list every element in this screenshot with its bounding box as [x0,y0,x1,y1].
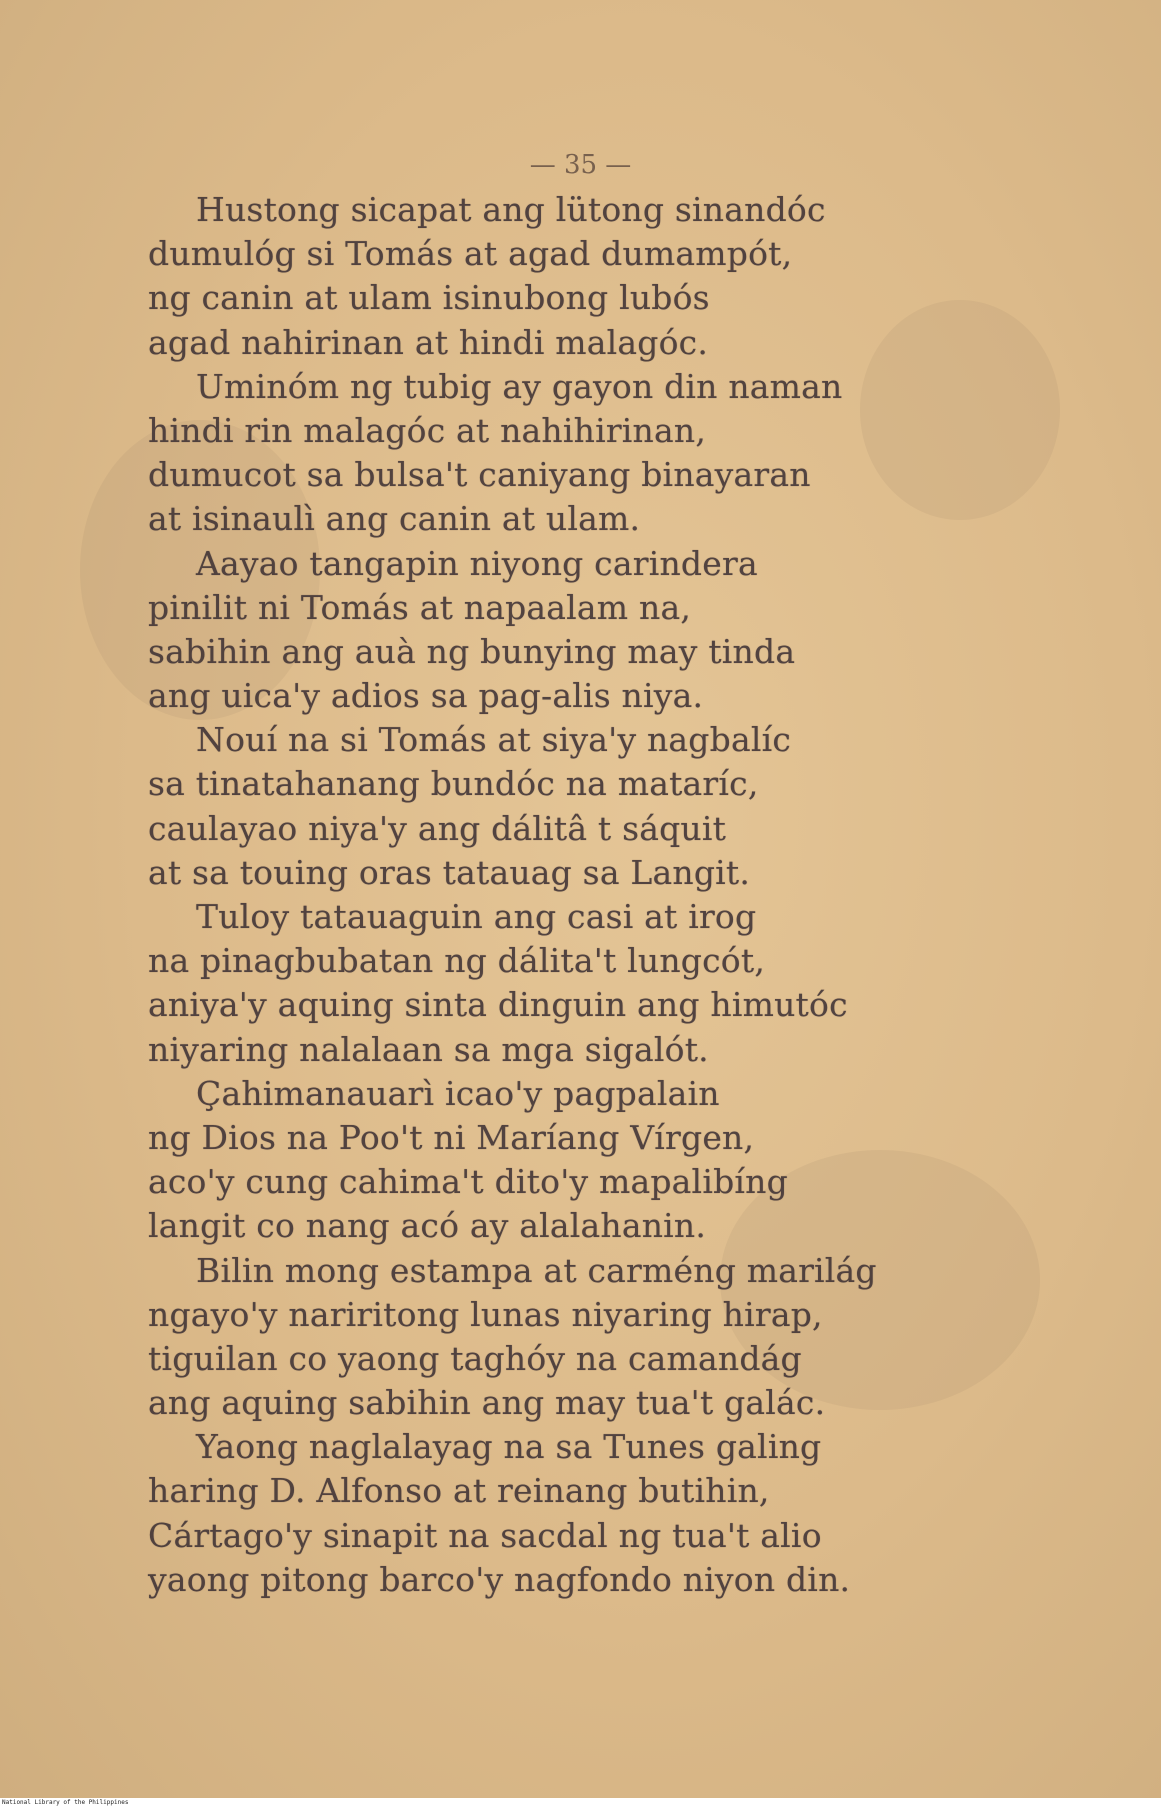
verse-line: Tuloy tatauaguin ang casi at irog [196,897,757,936]
verse-line: sabihin ang auà ng bunying may tinda [148,631,796,671]
verse-line: aco'y cung cahima't dito'y mapalibíng [148,1162,788,1202]
verse-line: aniya'y aquing sinta dinguin ang himutóc [148,985,848,1025]
verse-line: Hustong sicapat ang lütong sinandóc [196,190,826,229]
verse-line: pinilit ni Tomás at napaalam na, [148,587,692,627]
verse-line: tiguilan co yaong taghóy na camandág [148,1338,802,1378]
verse-line: sa tinatahanang bundóc na mataríc, [148,764,759,804]
verse-line: Yaong naglalayag na sa Tunes galing [196,1427,822,1467]
verse-line: dumulóg si Tomás at agad dumampót, [148,234,793,274]
verse-line: Bilin mong estampa at carméng marilág [196,1250,877,1290]
verse-line: ang uica'y adios sa pag-alis niya. [148,676,704,716]
verse-line: ng Dios na Poo't ni Maríang Vírgen, [148,1117,755,1157]
verse-line: niyaring nalalaan sa mga sigalót. [148,1029,709,1069]
verse-line: hindi rin malagóc at nahihirinan, [148,410,707,450]
verse-line: yaong pitong barco'y nagfondo niyon din. [148,1559,851,1599]
verse-text [148,188,1028,1602]
verse-line: langit co nang acó ay alalahanin. [148,1206,707,1246]
verse-line: agad nahirinan at hindi malagóc. [148,322,709,362]
verse-line: at isinaulì ang canin at ulam. [148,499,641,539]
page-number: — 35 — [529,150,632,180]
verse-line: na pinagbubatan ng dálita't lungcót, [148,941,766,981]
verse-line: caulayao niya'y ang dálitâ t sáquit [148,808,727,848]
verse-line: Uminóm ng tubig ay gayon din naman [196,366,843,406]
verse-line: Nouí na si Tomás at siya'y nagbalíc [196,720,792,760]
verse-line: Aayao tangapin niyong carindera [196,543,758,583]
verse-line: ngayo'y nariritong lunas niyaring hirap, [148,1294,823,1334]
verse-line: haring D. Alfonso at reinang butihin, [148,1471,770,1511]
verse-line: at sa touing oras tatauag sa Langit. [148,852,751,892]
verse-line: Cártago'y sinapit na sacdal ng tua't alio [148,1515,822,1555]
verse-line: ng canin at ulam isinubong lubós [148,278,710,318]
library-credit: National Library of the Philippines [2,1799,129,1806]
verse-line: dumucot sa bulsa't caniyang binayaran [148,455,811,495]
verse-line: ang aquing sabihin ang may tua't galác. [148,1383,826,1423]
verse-line: Çahimanauarì icao'y pagpalain [196,1073,720,1113]
